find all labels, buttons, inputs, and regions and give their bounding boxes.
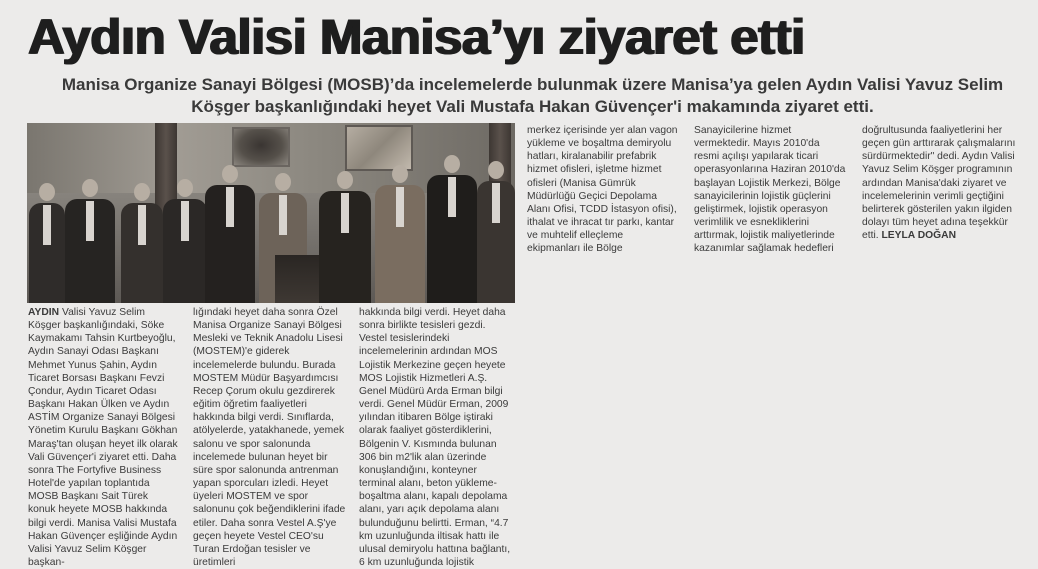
dateline: AYDIN [28, 307, 60, 318]
column-text: Valisi Yavuz Selim Köşger başkanlığındaki, Söke Kaymakamı Tahsin Kurtbeyoğlu, Aydın Sanayi Odası Başkanı Mehmet Yunus Şahin, Aydın Ticaret Borsası Başkanı Fevzi Çondur, Aydın Ticaret Odası Başkanı Hakan Ülken ve Aydın ASTİM Organize Sanayi Bölgesi Yönetim Kurulu Başkanı Gökhan Maraş'tan oluşan heyet ilk olarak Vali Güvençer'i ziyaret etti. Daha sonra The Fortyfive Business Hotel'de yapılan toplantıda MOSB Başkanı Sait Türek konuk heyete MOSB hakkında bilgi verdi. Manisa Valisi Mustafa Hakan Güvençer eşliğinde Aydın Valisi Yavuz Selim Köşger başkan- [28, 307, 178, 568]
column-text: hakkında bilgi verdi. Heyet daha sonra birlikte tesisleri gezdi. Vestel tesislerindeki incelemelerinin ardından MOS Lojistik Merkezine geçen heyete MOS Lojistik Hizmetleri A.Ş. Genel Müdürü Arda Erman bilgi verdi. Genel Müdür Erman, 2009 yılından itibaren Bölge iştiraki olarak faaliyet gösterdiklerini, Bölgenin V. Kısmında bulunan 306 bin m2'lik alan üzerinde konuşlandığını, konteyner terminal alanı, beton yükleme-boşaltma alanı, kapalı depolama alanı, yarı açık depolama alanı bulunduğunu belirtti. Erman, “4.7 km uzunluğunda iltisak hattı ile ulusal demiryolu hattına bağlantı, 6 km uzunluğunda lojistik [359, 307, 511, 568]
person [375, 185, 425, 303]
column-text: doğrultusunda faaliyetlerini her geçen gün arttırarak çalışmalarını sürdürmektedir" dedi. Aydın Valisi Yavuz Selim Köşger programının ardından Manisa'daki ziyaret ve incelemelerinin verimli geçtiğini belirterek gösterilen yakın ilgiden dolayı tüm heyet adına teşekkür etti. [862, 125, 1016, 242]
article-column-6 [862, 124, 1018, 242]
article-column-1 [28, 306, 178, 569]
article-column-3 [359, 306, 513, 569]
news-photo [27, 123, 515, 303]
person [319, 191, 371, 303]
ataturk-portrait [232, 127, 290, 167]
person [427, 175, 477, 303]
column-text: merkez içerisinde yer alan vagon yükleme ve boşaltma demiryolu hatları, kiralanabilir prefabrik hizmet ofisleri, işletme hizmet ofisleri (Manisa Gümrük Müdürlüğü Geçici Depolama Alanı Ofisi, TCDD İstasyon ofisi), ithalat ve ihracat tır parkı, kantar ve muhtelif elleçleme ekipmanları ile Bölge [527, 125, 678, 255]
person [205, 185, 255, 303]
column-text: lığındaki heyet daha sonra Özel Manisa Organize Sanayi Bölgesi Mesleki ve Teknik Anadolu Lisesi (MOSTEM)'e giderek incelemelerde bulundu. Burada MOSTEM Müdür Başyardımcısı Recep Çorum okulu gezdirerek eğitim öğretim faaliyetleri hakkında bilgi verdi. Sınıflarda, atölyelerde, yatakhanede, yemek salonu ve spor salonunda incelemede bulunan heyet bir süre spor salonunda antrenman yapan sporcuları izledi. Heyet üyeleri MOSTEM ve spor salonunu çok beğendiklerini ifade etiler. Daha sonra Vestel A.Ş'ye geçen heyete Vestel CEO'su Turan Erdoğan tesisler ve üretimleri [193, 307, 346, 568]
article-column-2 [193, 306, 346, 569]
wall-artwork [345, 125, 413, 171]
person [29, 203, 65, 303]
person [121, 203, 163, 303]
author-name: LEYLA DOĞAN [881, 230, 957, 242]
person [65, 199, 115, 303]
article-column-5 [694, 124, 846, 256]
person [163, 199, 207, 303]
deck: Manisa Organize Sanayi Bölgesi (MOSB)’da incelemelerde bulunmak üzere Manisa’ya gelen Aydın Valisi Yavuz Selim Köşger başkanlığındaki heyet Vali Mustafa Hakan Güvençer'i makamında ziyaret etti. [61, 75, 1004, 116]
article-column-4 [527, 124, 679, 256]
column-text: Sanayicilerine hizmet vermektedir. Mayıs 2010'da resmi açılışı yapılarak ticari operasyonlarına Haziran 2010'da başlayan Lojistik Merkezi, Bölge sanayicilerinin lojistik güçlerini geliştirmek, lojistik operasyon verimlilik ve esnekliklerini arttırmak, lojistik maliyetlerinde kazanımlar sağlamak hedefleri [694, 125, 846, 255]
headline: Aydın Valisi Manisa’yı ziyaret etti [28, 9, 805, 65]
person [477, 181, 515, 303]
